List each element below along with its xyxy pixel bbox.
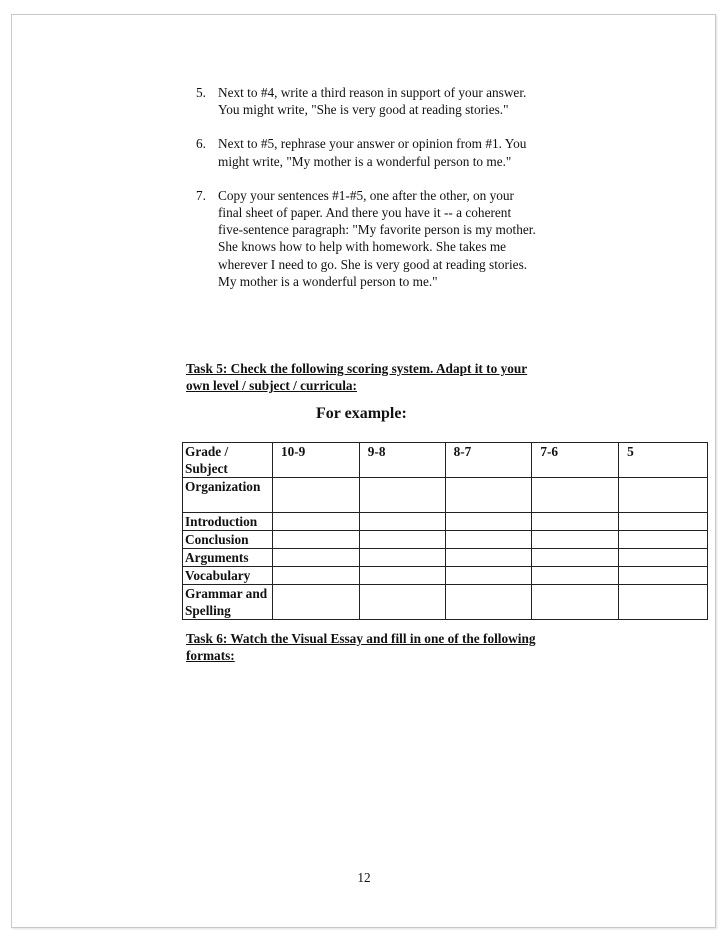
score-cell[interactable] xyxy=(445,531,532,549)
score-cell[interactable] xyxy=(532,513,619,531)
list-number: 6. xyxy=(196,136,206,152)
table-row xyxy=(183,549,708,567)
score-cell[interactable] xyxy=(359,478,445,513)
score-cell[interactable] xyxy=(445,567,532,585)
list-number: 7. xyxy=(196,187,206,203)
row-label: Grammar and Spelling xyxy=(183,585,273,620)
score-cell[interactable] xyxy=(532,567,619,585)
score-cell[interactable] xyxy=(445,478,532,513)
score-cell[interactable] xyxy=(359,585,445,620)
table-header-row xyxy=(183,443,708,478)
task-5-heading: Task 5: Check the following scoring system. Adapt it to your own level / subject / curricula: xyxy=(186,361,528,394)
header-cell: Grade / Subject xyxy=(183,443,273,478)
score-cell[interactable] xyxy=(272,513,359,531)
table-row xyxy=(183,531,708,549)
score-cell[interactable] xyxy=(532,531,619,549)
table-row xyxy=(183,513,708,531)
score-cell[interactable] xyxy=(619,513,708,531)
score-cell[interactable] xyxy=(272,478,359,513)
row-label: Vocabulary xyxy=(183,567,273,585)
score-cell[interactable] xyxy=(445,585,532,620)
header-cell: 8-7 xyxy=(445,443,532,478)
table-row xyxy=(183,567,708,585)
example-label: For example: xyxy=(316,405,407,422)
page-number: 12 xyxy=(357,870,371,885)
list-text: Next to #4, write a third reason in support of your answer. You might write, "She is very good at reading stories." xyxy=(218,85,527,118)
list-number: 5. xyxy=(196,85,206,100)
row-label: Conclusion xyxy=(183,531,273,549)
score-cell[interactable] xyxy=(619,567,708,585)
list-item xyxy=(196,135,536,169)
score-cell[interactable] xyxy=(532,549,619,567)
header-cell: 5 xyxy=(619,443,708,478)
list-item xyxy=(196,84,536,118)
score-cell[interactable] xyxy=(445,549,532,567)
header-cell: 10-9 xyxy=(272,443,359,478)
row-label: Introduction xyxy=(183,513,273,531)
score-cell[interactable] xyxy=(359,513,445,531)
score-cell[interactable] xyxy=(532,585,619,620)
list-text: Next to #5, rephrase your answer or opinion from #1. You might write, "My mother is a wonderful person to me." xyxy=(218,136,527,169)
score-cell[interactable] xyxy=(359,549,445,567)
header-cell: 9-8 xyxy=(359,443,445,478)
table-row xyxy=(183,585,708,620)
score-cell[interactable] xyxy=(272,531,359,549)
row-label: Arguments xyxy=(183,549,273,567)
score-cell[interactable] xyxy=(619,531,708,549)
score-cell[interactable] xyxy=(445,513,532,531)
score-cell[interactable] xyxy=(359,567,445,585)
score-cell[interactable] xyxy=(272,549,359,567)
row-label: Organization xyxy=(183,478,273,513)
score-cell[interactable] xyxy=(619,478,708,513)
table-row xyxy=(183,478,708,513)
score-cell[interactable] xyxy=(619,585,708,620)
list-text: Copy your sentences #1-#5, one after the other, on your final sheet of paper. And there you have it -- a coherent five-sentence paragraph: "My favorite person is my mother. She knows how to help with homework. She takes me wherever I need to go. She is very good at reading stories. My mother is a wonderful person to me." xyxy=(218,187,536,289)
score-cell[interactable] xyxy=(272,567,359,585)
score-cell[interactable] xyxy=(272,585,359,620)
score-cell[interactable] xyxy=(619,549,708,567)
score-cell[interactable] xyxy=(359,531,445,549)
instruction-list xyxy=(196,84,536,307)
score-cell[interactable] xyxy=(532,478,619,513)
header-cell: 7-6 xyxy=(532,443,619,478)
task-6-heading: Task 6: Watch the Visual Essay and fill in one of the following formats: xyxy=(186,631,536,664)
list-item xyxy=(196,187,536,290)
scoring-table xyxy=(182,442,708,620)
